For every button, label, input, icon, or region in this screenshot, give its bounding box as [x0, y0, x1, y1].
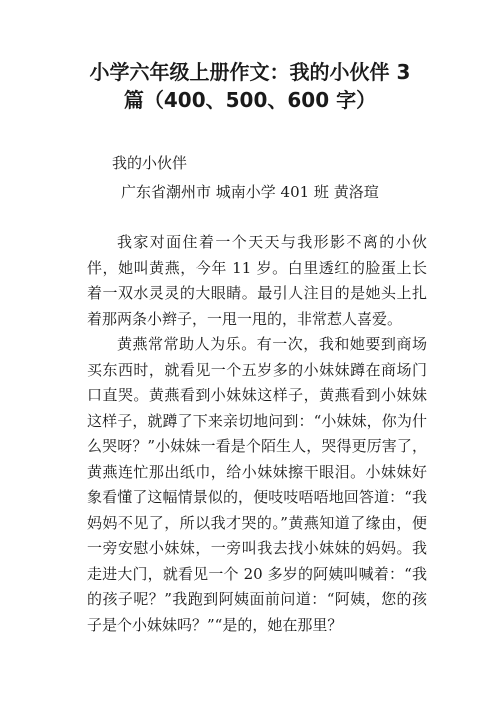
essay-subtitle: 我的小伙伴: [112, 154, 188, 172]
document-title: [40, 58, 460, 114]
paragraph: 黄燕常常助人为乐。有一次，我和她要到商场买东西时，就看见一个五岁多的小妹妹蹲在商场门口直哭。黄燕看到小妹妹这样子，黄燕看到小妹妹这样子，就蹲了下来亲切地问到：“小妹妹，你为什么哭呀？”小妹妹一看是个陌生人，哭得更厉害了，黄燕连忙那出纸巾，给小妹妹擦干眼泪。小妹妹好象看懂了这幅情景似的，便吱吱唔唔地回答道：“我妈妈不见了，所以我才哭的。”黄燕知道了缘由，便一旁安慰小妹妹，一旁叫我去找小妹妹的妈妈。我走进大门，就看见一个 20 多岁的阿姨叫喊着：“我的孩子呢？”我跑到阿姨面前问道：“阿姨，您的孩子是个小妹妹吗？”“是的，她在那里？: [87, 335, 427, 634]
paragraph: 我家对面住着一个天天与我形影不离的小伙伴，她叫黄燕，今年 11 岁。白里透红的脸蛋上长着一双水灵灵的大眼睛。最引人注目的是她头上扎着那两条小辫子，一甩一甩的，非常惹人喜爱。: [87, 233, 427, 328]
essay-body: [87, 230, 427, 638]
author-line: 广东省潮州市 城南小学 401 班 黄洛瑄: [121, 183, 379, 201]
title-line-2: 篇（400、500、600 字）: [123, 88, 377, 112]
title-line-1: 小学六年级上册作文：我的小伙伴 3: [89, 60, 411, 84]
